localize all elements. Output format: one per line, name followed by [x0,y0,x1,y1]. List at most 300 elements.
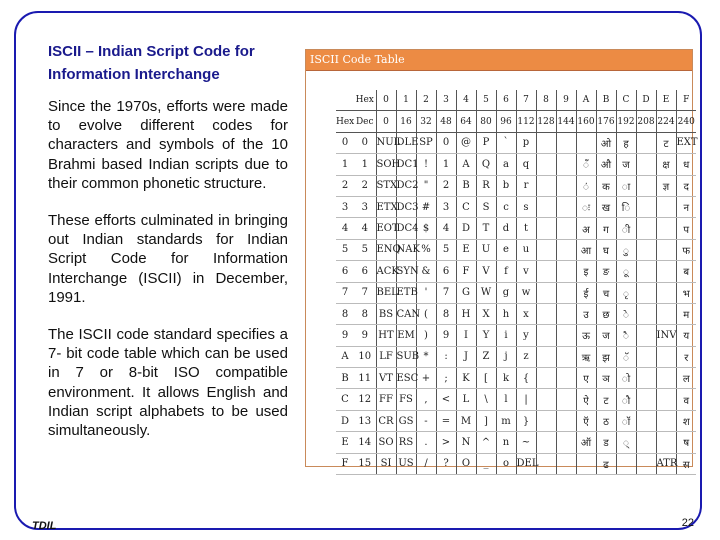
code-cell: j [496,346,516,367]
code-cell: | [516,389,536,410]
row-hex: 8 [336,303,354,324]
code-cell: 2 [436,175,456,196]
code-cell [536,389,556,410]
code-cell: ) [416,325,436,346]
code-cell: H [456,303,476,324]
code-cell: % [416,239,436,260]
row-hex: B [336,368,354,389]
code-cell: ! [416,154,436,175]
code-cell: ी [616,218,636,239]
code-cell: SYN [396,261,416,282]
code-cell: ो [616,368,636,389]
code-cell: FS [396,389,416,410]
code-cell [556,196,576,217]
code-cell: आ [576,239,596,260]
hex-header-row [336,90,696,111]
code-cell: ष [676,432,696,453]
code-cell [556,282,576,303]
row-dec: 7 [354,282,376,303]
code-cell [536,346,556,367]
code-cell [656,389,676,410]
hex-column-header: A [576,90,596,111]
code-cell: ु [616,239,636,260]
row-hex: 6 [336,261,354,282]
code-cell: क्ष [656,154,676,175]
code-cell: L [456,389,476,410]
hex-column-header: 0 [376,90,396,111]
code-cell [636,175,656,196]
code-cell: " [416,175,436,196]
code-cell: r [516,175,536,196]
code-cell: ड [596,432,616,453]
code-cell: ^ [476,432,496,453]
code-cell [556,154,576,175]
code-cell [536,303,556,324]
paragraph-7bit: The ISCII code standard specifies a 7- bit code table which can be used in 7 or 8-bit ISO compatible environment. It allows English and Indian script alphabets to be used simultaneously. [48,326,288,440]
code-cell: T [476,218,496,239]
code-cell: ः [576,196,596,217]
dec-header-row [336,111,696,132]
row-hex: A [336,346,354,367]
code-cell: INV [656,325,676,346]
code-cell [536,453,556,474]
code-cell: म [676,303,696,324]
code-cell [536,325,556,346]
code-cell: 8 [436,303,456,324]
code-cell: C [456,196,476,217]
code-cell: [ [476,368,496,389]
dec-column-header: 64 [456,111,476,132]
code-cell: 9 [436,325,456,346]
code-cell [536,239,556,260]
code-cell [576,453,596,474]
code-cell: DLE [396,132,416,153]
code-cell [616,453,636,474]
code-cell: प [676,218,696,239]
code-cell [636,196,656,217]
code-cell: a [496,154,516,175]
dec-column-header: 112 [516,111,536,132]
code-cell: F [456,261,476,282]
code-cell [636,410,656,431]
code-cell: श [676,410,696,431]
code-cell: f [496,261,516,282]
row-hex: 0 [336,132,354,153]
row-dec: 11 [354,368,376,389]
code-cell: . [416,432,436,453]
code-cell: Y [476,325,496,346]
code-cell: स [676,453,696,474]
code-cell: ACK [376,261,396,282]
code-cell: DC2 [396,175,416,196]
code-cell: CR [376,410,396,431]
code-cell [536,261,556,282]
row-hex: 3 [336,196,354,217]
hex-column-header: B [596,90,616,111]
code-cell: SUB [396,346,416,367]
code-cell: ि [616,196,636,217]
code-cell: : [436,346,456,367]
paragraph-history: Since the 1970s, efforts were made to evolve different codes for characters and symbols of the 10 Brahmi based Indian scripts due to their common phonetic structure. [48,98,288,192]
code-cell [556,368,576,389]
code-cell: द [676,175,696,196]
row-hex: 7 [336,282,354,303]
code-cell: BEL [376,282,396,303]
code-table-row [336,432,696,453]
code-cell [636,325,656,346]
code-cell [556,325,576,346]
code-cell: 3 [436,196,456,217]
code-table-row [336,132,696,153]
code-cell [556,432,576,453]
code-cell: < [436,389,456,410]
code-cell: NAK [396,239,416,260]
code-cell [636,218,656,239]
code-table-row [336,389,696,410]
code-cell [556,346,576,367]
code-cell [556,303,576,324]
code-table-grid [336,90,698,475]
code-cell: ई [576,282,596,303]
code-cell: SO [376,432,396,453]
code-cell: SP [416,132,436,153]
code-cell: ञ [596,368,616,389]
code-cell [576,132,596,153]
code-cell: SOH [376,154,396,175]
code-cell: K [456,368,476,389]
code-cell [556,453,576,474]
code-cell [536,432,556,453]
code-cell: ETB [396,282,416,303]
code-cell: ESC [396,368,416,389]
code-cell: STX [376,175,396,196]
code-cell: ऐ [576,389,596,410]
code-cell: ऋ [576,346,596,367]
code-cell [636,453,656,474]
code-cell: ज्ञ [656,175,676,196]
code-cell: i [496,325,516,346]
code-cell: ट [596,389,616,410]
code-cell: ङ [596,261,616,282]
code-cell: च [596,282,616,303]
code-cell: ठ [596,410,616,431]
code-cell: > [436,432,456,453]
code-cell: S [476,196,496,217]
code-cell: O [456,453,476,474]
code-cell [536,282,556,303]
code-cell [556,132,576,153]
row-dec: 8 [354,303,376,324]
hex-column-header: E [656,90,676,111]
code-cell: फ [676,239,696,260]
row-hex: 1 [336,154,354,175]
code-cell: m [496,410,516,431]
code-cell [656,346,676,367]
code-table-row [336,368,696,389]
code-cell: t [516,218,536,239]
code-cell [556,218,576,239]
code-cell: ; [436,368,456,389]
code-cell: ? [436,453,456,474]
corner-cell [336,90,354,111]
code-cell: DC4 [396,218,416,239]
code-cell: ENQ [376,239,396,260]
code-cell: ख [596,196,616,217]
paragraph-standard: These efforts culminated in bringing out Indian standards for Indian Script Code for Information Interchange (ISCII) in December, 1991. [48,212,288,306]
code-cell: E [456,239,476,260]
code-cell: ह [616,132,636,153]
code-cell: ढ [596,453,616,474]
slide-text-column [48,40,288,458]
code-cell [536,175,556,196]
code-cell: k [496,368,516,389]
code-cell: \ [476,389,496,410]
code-cell: @ [456,132,476,153]
code-cell: CAN [396,303,416,324]
code-cell [536,132,556,153]
code-cell: ओ [596,132,616,153]
code-table-row [336,453,696,474]
row-dec: 14 [354,432,376,453]
code-cell [636,368,656,389]
code-table-row [336,325,696,346]
code-cell: ऍ [576,410,596,431]
code-cell [536,218,556,239]
code-cell: 7 [436,282,456,303]
code-table-row [336,261,696,282]
row-dec: 12 [354,389,376,410]
hex-column-header: 5 [476,90,496,111]
code-cell: w [516,282,536,303]
code-cell: ॉ [616,410,636,431]
code-cell [656,368,676,389]
code-cell: ] [476,410,496,431]
code-cell: g [496,282,516,303]
code-cell: ETX [376,196,396,217]
code-cell: ऑ [576,432,596,453]
code-cell: ा [616,175,636,196]
dec-column-header: 240 [676,111,696,132]
hex-column-header: 9 [556,90,576,111]
dec-column-header: 32 [416,111,436,132]
hex-column-header: 7 [516,90,536,111]
code-cell: _ [476,453,496,474]
code-cell: भ [676,282,696,303]
code-cell [556,261,576,282]
code-cell [536,410,556,431]
code-cell: क [596,175,616,196]
code-cell: 4 [436,218,456,239]
code-cell: ऊ [576,325,596,346]
code-cell [556,410,576,431]
code-cell: y [516,325,536,346]
footer-tdil: TDIL [32,520,57,532]
hex-column-header: 4 [456,90,476,111]
dec-column-header: 80 [476,111,496,132]
code-cell: ल [676,368,696,389]
row-dec: 10 [354,346,376,367]
code-cell: ` [496,132,516,153]
page-number: 22 [681,517,694,529]
code-cell: 6 [436,261,456,282]
code-cell: ै [616,325,636,346]
code-cell: ध [676,154,696,175]
code-cell [656,196,676,217]
code-cell: u [516,239,536,260]
code-cell: N [456,432,476,453]
code-cell: ौ [616,389,636,410]
code-cell [556,239,576,260]
code-cell: v [516,261,536,282]
code-cell: V [476,261,496,282]
code-cell: s [516,196,536,217]
code-cell: e [496,239,516,260]
code-cell: J [456,346,476,367]
code-cell [636,261,656,282]
code-table-row [336,239,696,260]
code-cell: l [496,389,516,410]
dec-column-header: 48 [436,111,456,132]
row-dec: 4 [354,218,376,239]
code-cell: R [476,175,496,196]
code-cell: झ [596,346,616,367]
code-cell: h [496,303,516,324]
code-cell [536,368,556,389]
code-cell: ृ [616,282,636,303]
code-cell: र [676,346,696,367]
code-cell [656,282,676,303]
code-cell [636,432,656,453]
code-cell: ~ [516,432,536,453]
code-cell: ू [616,261,636,282]
code-cell [556,389,576,410]
hex-column-header: D [636,90,656,111]
dec-column-header: 128 [536,111,556,132]
code-cell: HT [376,325,396,346]
dec-column-header: 144 [556,111,576,132]
code-cell: LF [376,346,396,367]
code-cell [636,282,656,303]
code-cell [656,218,676,239]
code-cell: W [476,282,496,303]
iscii-code-table-image [305,49,698,471]
dec-column-header: 16 [396,111,416,132]
dec-column-header: 208 [636,111,656,132]
code-cell [636,132,656,153]
dec-column-header: 192 [616,111,636,132]
code-cell: B [456,175,476,196]
code-table-row [336,154,696,175]
code-cell: d [496,218,516,239]
code-cell: + [416,368,436,389]
code-cell: { [516,368,536,389]
code-table-row [336,303,696,324]
code-cell: ँ [576,154,596,175]
code-cell: - [416,410,436,431]
code-cell: EXT [676,132,696,153]
code-cell [656,239,676,260]
code-cell: x [516,303,536,324]
row-hex: C [336,389,354,410]
code-cell [556,175,576,196]
row-hex: E [336,432,354,453]
code-cell: उ [576,303,596,324]
hex-column-header: C [616,90,636,111]
code-cell: RS [396,432,416,453]
code-cell: b [496,175,516,196]
code-cell: DC1 [396,154,416,175]
code-cell: # [416,196,436,217]
code-cell: Z [476,346,496,367]
code-cell: c [496,196,516,217]
code-cell: , [416,389,436,410]
code-cell [636,389,656,410]
code-cell: n [496,432,516,453]
code-cell: / [416,453,436,474]
row-hex: 4 [336,218,354,239]
dec-column-header: 160 [576,111,596,132]
code-table-caption: ISCII Code Table [306,50,692,71]
code-cell: NUL [376,132,396,153]
row-hex: 9 [336,325,354,346]
code-cell: $ [416,218,436,239]
dec-column-header: 224 [656,111,676,132]
row-dec: 13 [354,410,376,431]
code-cell: G [456,282,476,303]
code-cell: X [476,303,496,324]
code-cell: BS [376,303,396,324]
row-dec: 3 [354,196,376,217]
code-cell: अ [576,218,596,239]
code-cell: EM [396,325,416,346]
code-cell: ब [676,261,696,282]
code-cell [636,154,656,175]
code-cell: Q [476,154,496,175]
hex-column-header: F [676,90,696,111]
code-cell: व [676,389,696,410]
code-cell: ATR [656,453,676,474]
code-cell: * [416,346,436,367]
code-cell: े [616,303,636,324]
row-hex: 2 [336,175,354,196]
row-hex-label: Hex [336,111,354,132]
row-dec: 5 [354,239,376,260]
code-cell: छ [596,303,616,324]
code-cell: M [456,410,476,431]
code-cell: o [496,453,516,474]
code-cell: p [516,132,536,153]
code-cell [536,154,556,175]
row-dec: 1 [354,154,376,175]
code-cell: न [676,196,696,217]
dec-column-header: 96 [496,111,516,132]
code-cell: D [456,218,476,239]
code-cell: 5 [436,239,456,260]
code-cell: इ [576,261,596,282]
row-hex: D [336,410,354,431]
row-dec: 15 [354,453,376,474]
code-cell [656,410,676,431]
code-cell [656,303,676,324]
code-cell: P [476,132,496,153]
code-cell: SI [376,453,396,474]
code-table-row [336,218,696,239]
code-table-row [336,410,696,431]
code-table-row [336,282,696,303]
code-cell: य [676,325,696,346]
code-cell: ज [616,154,636,175]
dec-column-header: 0 [376,111,396,132]
